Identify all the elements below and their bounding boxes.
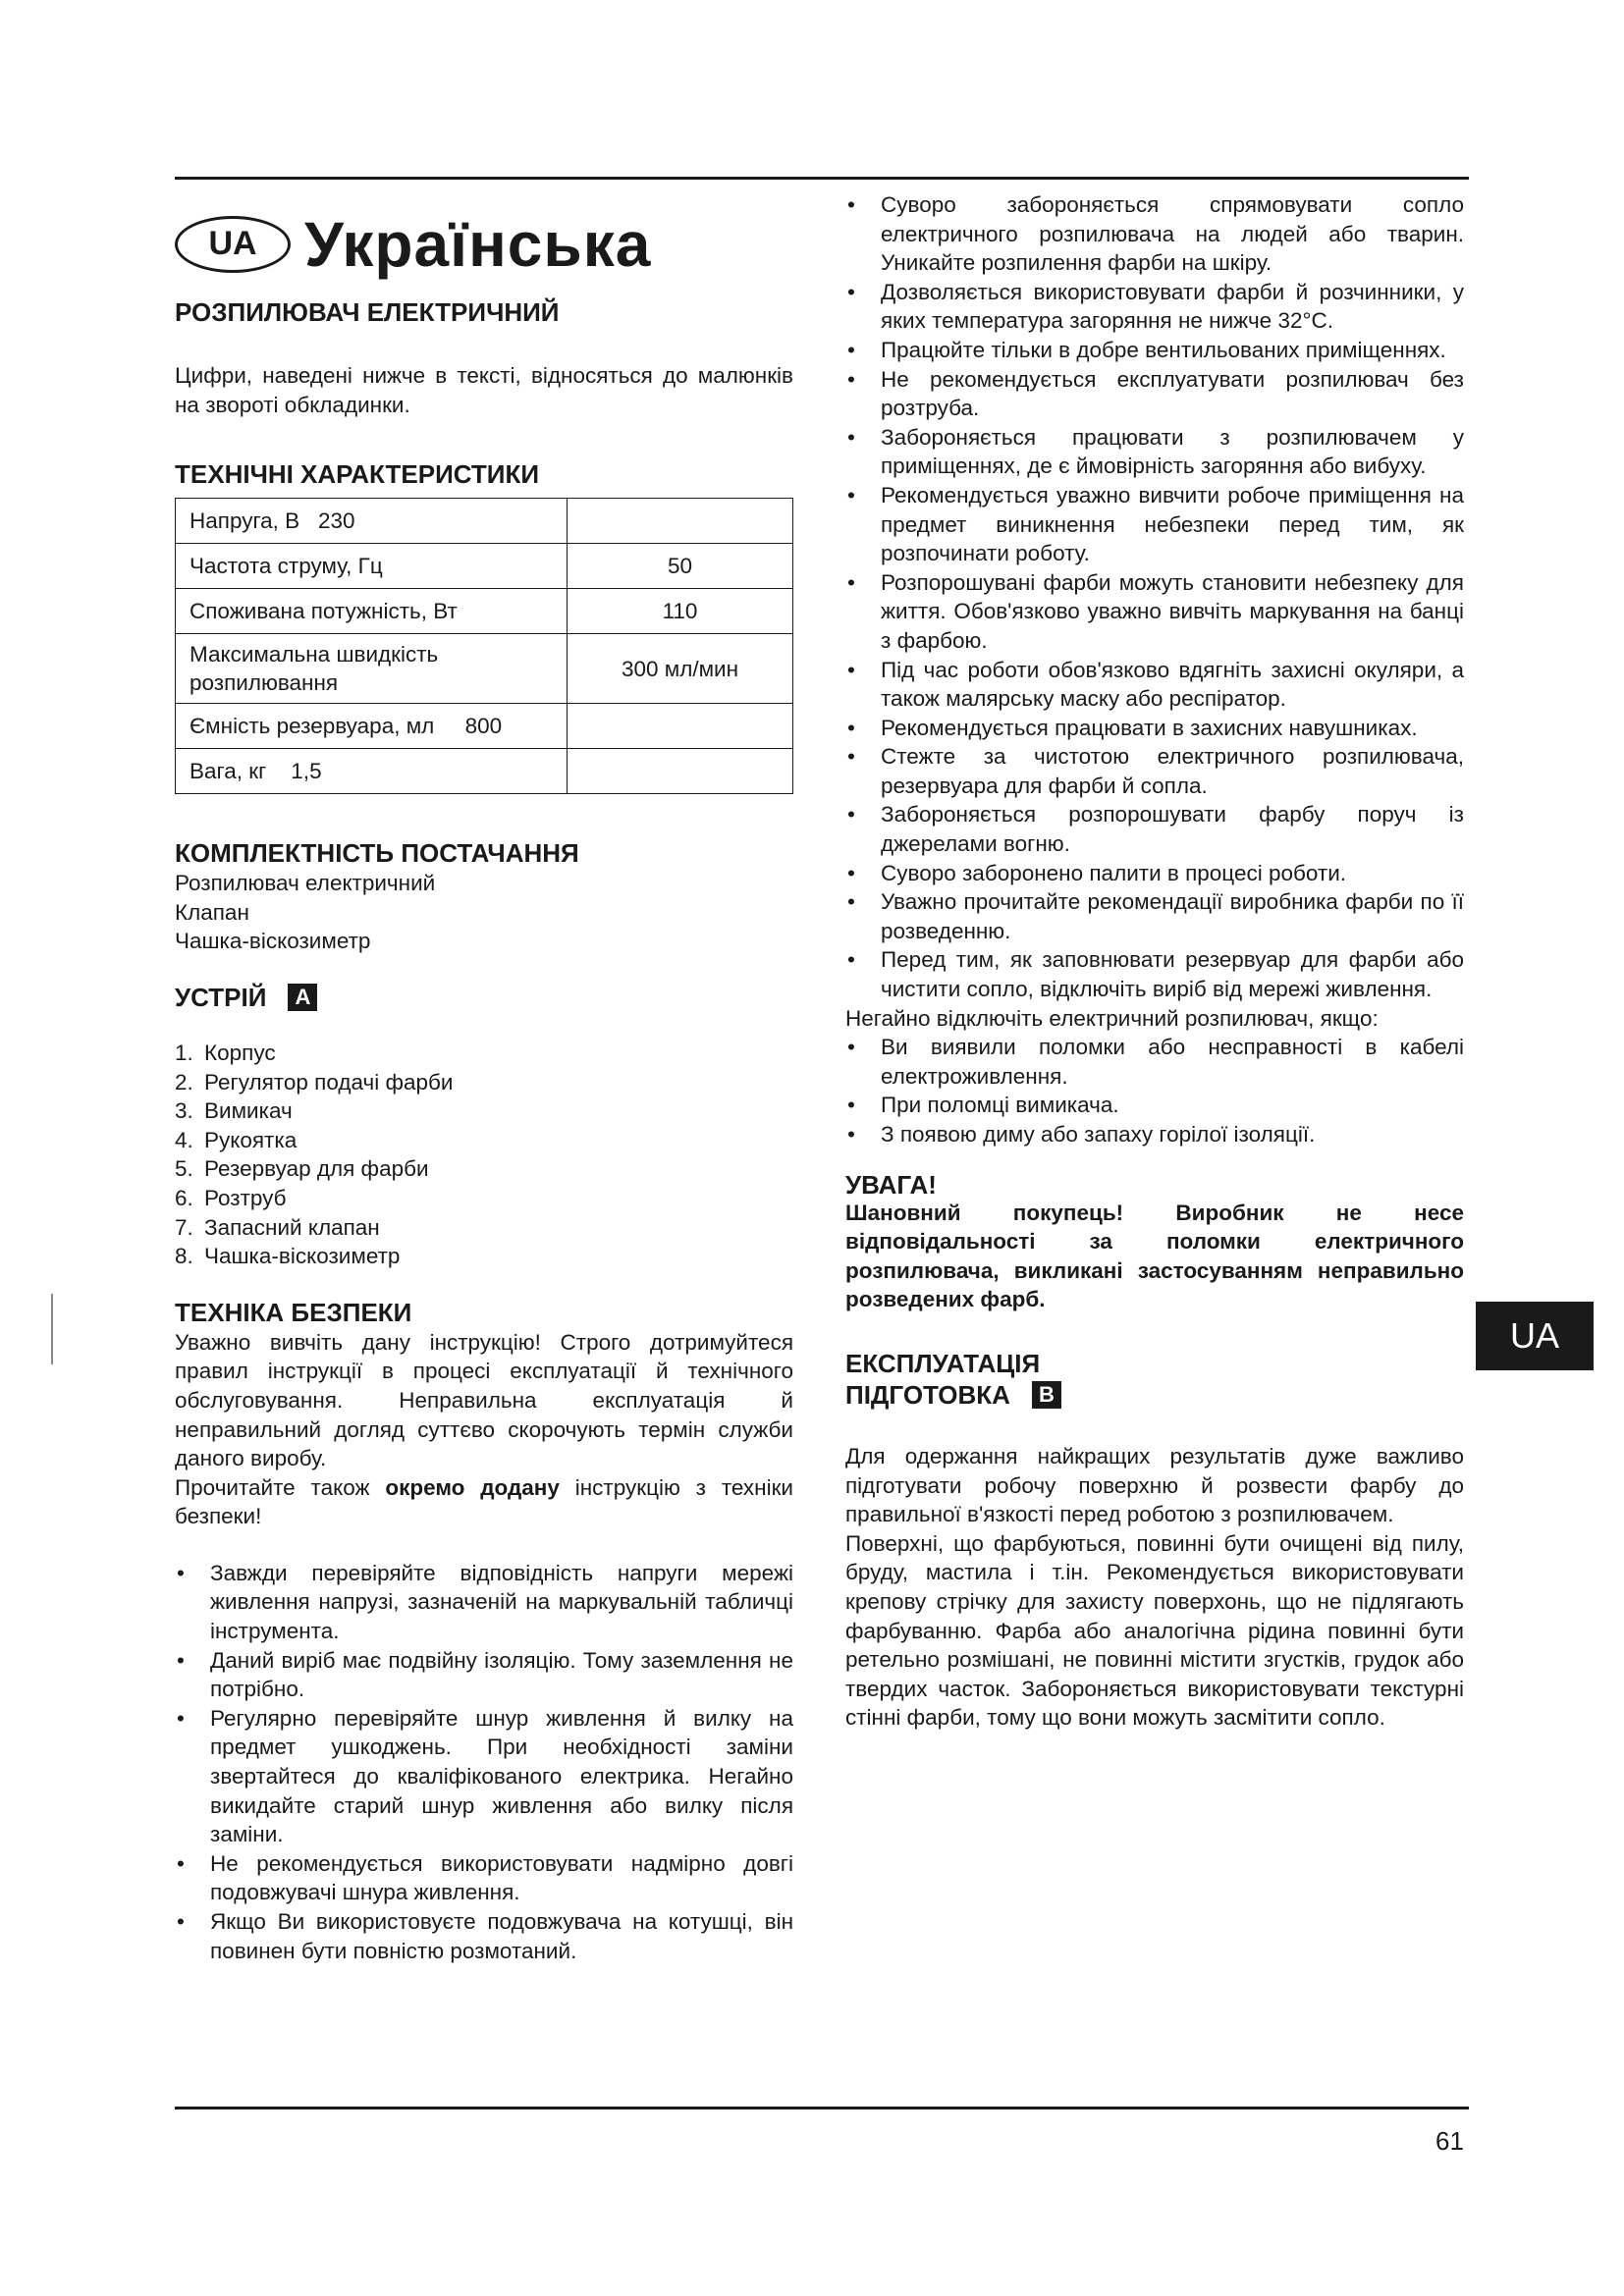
specs-value [568,499,793,544]
specs-label: Максимальна швидкість розпилювання [176,634,568,704]
specs-row [176,589,793,634]
left-column [175,190,793,1965]
part-item: 1. Корпус [175,1040,276,1065]
product-title: РОЗПИЛЮВАЧ ЕЛЕКТРИЧНИЙ [175,297,560,327]
safety-intro: Уважно вивчіть дану інструкцію! Строго дотримуйтеся правил інструкції в процесі експлуатації й технічного обслуговування. Неправильна експлуатація й неправильний догляд суттєво скорочують термін служби даного виробу. [175,1329,793,1471]
language-title: Українська [304,209,652,280]
safety-bullet-list-continued [845,190,1464,1004]
safety-bullet: • Рекомендується уважно вивчити робоче приміщення на предмет виникнення небезпеки перед тим, як розпочинати роботу. [845,481,1464,568]
specs-label: Споживана потужність, Вт [176,589,568,634]
safety-bullet: • Перед тим, як заповнювати резервуар для фарби або чистити сопло, відключіть виріб від мережі живлення. [845,945,1464,1003]
specs-row [176,499,793,544]
top-rule [175,177,1469,180]
disconnect-item: • З появою диму або запаху горілої ізоляції. [845,1120,1464,1149]
part-item: 7. Запасний клапан [175,1214,380,1240]
device-parts-list [175,1039,793,1271]
intro-text: Цифри, наведені нижче в тексті, відносяться до малюнків на звороті обкладинки. [175,363,793,417]
safety-bullet: • Дозволяється використовувати фарби й розчинники, у яких температура загоряння не нижче 32°С. [845,278,1464,336]
safety-bullet: • Якщо Ви використовуєте подовжувача на котушці, він повинен бути повністю розмотаний. [175,1907,793,1965]
safety-bullet: • Забороняється працювати з розпилювачем у приміщеннях, де є ймовірність загоряння або вибуху. [845,423,1464,481]
specs-value: 50 [568,544,793,589]
specs-label: Напруга, В 230 [176,499,568,544]
safety-bullet: • Під час роботи обов'язково вдягніть захисні окуляри, а також малярську маску або респіратор. [845,656,1464,714]
delivery-heading: КОМПЛЕКТНІСТЬ ПОСТАЧАННЯ [175,838,579,869]
part-item: 6. Розтруб [175,1185,287,1210]
disconnect-intro: Негайно відключіть електричний розпилювач, якщо: [845,1005,1379,1031]
specs-value: 300 мл/мин [568,634,793,704]
safety-bullet: • Не рекомендується експлуатувати розпилювач без розтруба. [845,365,1464,423]
safety-bullet: • Стежте за чистотою електричного розпилювача, резервуара для фарби й сопла. [845,742,1464,800]
operation-heading: ЕКСПЛУАТАЦІЯ [845,1348,1041,1378]
safety-bullet: • Суворо забороняється спрямовувати сопло електричного розпилювача на людей або тварин. Уникайте розпилення фарби на шкіру. [845,190,1464,278]
safety-bullet: • Не рекомендується використовувати надмірно довгі подовжувачі шнура живлення. [175,1849,793,1907]
part-item: 8. Чашка-віскозиметр [175,1244,401,1269]
preparation-heading [845,1379,1464,1411]
margin-mark [51,1294,53,1364]
specs-label: Частота струму, Гц [176,544,568,589]
safety-bullet: • Рекомендується працювати в захисних навушниках. [845,714,1464,743]
page-number: 61 [1435,2126,1464,2156]
specs-row [176,634,793,704]
language-header [175,210,793,279]
disconnect-item: • Ви виявили поломки або несправності в кабелі електроживлення. [845,1033,1464,1091]
safety-bullet: • Суворо заборонено палити в процесі роботи. [845,859,1464,888]
preparation-heading-text: ПІДГОТОВКА [845,1379,1010,1410]
specs-row [176,749,793,794]
safety-bullet: • Завжди перевіряйте відповідність напруги мережі живлення напрузі, зазначеній на маркувальній табличці інструмента. [175,1559,793,1646]
part-item: 4. Рукоятка [175,1127,298,1152]
operation-paragraph-1: Для одержання найкращих результатів дуже важливо підготувати робочу поверхню й розвести фарбу до правильної в'язкості перед роботою з розпилювачем. [845,1443,1464,1527]
part-item: 2. Регулятор подачі фарби [175,1069,454,1095]
specs-value: 110 [568,589,793,634]
delivery-list [175,869,793,956]
safety-bullet: • Регулярно перевіряйте шнур живлення й вилку на предмет ушкоджень. При необхідності заміни звертайтеся до кваліфікованого електрика. Негайно викидайте старий шнур живлення або вилку після заміни. [175,1704,793,1849]
specs-row [176,704,793,749]
language-side-tab: UA [1476,1302,1594,1370]
safety-bullet-list [175,1559,793,1965]
specs-label: Ємність резервуара, мл 800 [176,704,568,749]
warning-heading: УВАГА! [845,1169,937,1200]
bottom-rule [175,2107,1469,2109]
part-item: 3. Вимикач [175,1098,293,1124]
operation-paragraph-2: Поверхні, що фарбуються, повинні бути очищені від пилу, бруду, мастила і т.ін. Рекомендується використовувати крепову стрічку для захисту поверхонь, що не підлягають фарбуванню. Фарба або аналогічна рідина повинні бути ретельно розмішані, не повинні містити згустків, грудок або твердих часток. Забороняється використовувати текстурні стінні фарби, тому що вони можуть засмітити сопло. [845,1530,1464,1731]
delivery-item: Клапан [175,899,249,925]
specs-value [568,749,793,794]
part-item: 5. Резервуар для фарби [175,1156,429,1182]
figure-a-label: A [288,984,317,1011]
specs-heading: ТЕХНІЧНІ ХАРАКТЕРИСТИКИ [175,459,540,490]
specs-row [176,544,793,589]
device-heading-text: УСТРІЙ [175,982,267,1012]
specs-value [568,704,793,749]
delivery-item: Розпилювач електричний [175,871,436,896]
disconnect-list [845,1033,1464,1148]
specs-label: Вага, кг 1,5 [176,749,568,794]
specs-table [175,498,793,794]
figure-b-label: B [1032,1381,1061,1409]
warning-text: Шановний покупець! Виробник не несе відповідальності за поломки електричного розпилювача, викликані застосуванням неправильно розведених фарб. [845,1200,1464,1312]
safety-bullet: • Даний виріб має подвійну ізоляцію. Тому заземлення не потрібно. [175,1646,793,1704]
safety-note: Прочитайте також окремо додану інструкцію з техніки безпеки! [175,1474,793,1529]
delivery-item: Чашка-віскозиметр [175,929,371,954]
disconnect-item: • При поломці вимикача. [845,1091,1464,1120]
safety-heading: ТЕХНІКА БЕЗПЕКИ [175,1297,412,1327]
safety-bullet: • Розпорошувані фарби можуть становити небезпеку для життя. Обов'язково уважно вивчіть маркування на банці з фарбою. [845,568,1464,656]
language-badge: UA [175,216,291,273]
safety-bullet: • Працюйте тільки в добре вентильованих приміщеннях. [845,336,1464,365]
right-column [845,190,1464,1733]
device-heading [175,982,793,1013]
safety-bullet: • Уважно прочитайте рекомендації виробника фарби по її розведенню. [845,887,1464,945]
safety-bullet: • Забороняється розпорошувати фарбу поруч із джерелами вогню. [845,800,1464,858]
